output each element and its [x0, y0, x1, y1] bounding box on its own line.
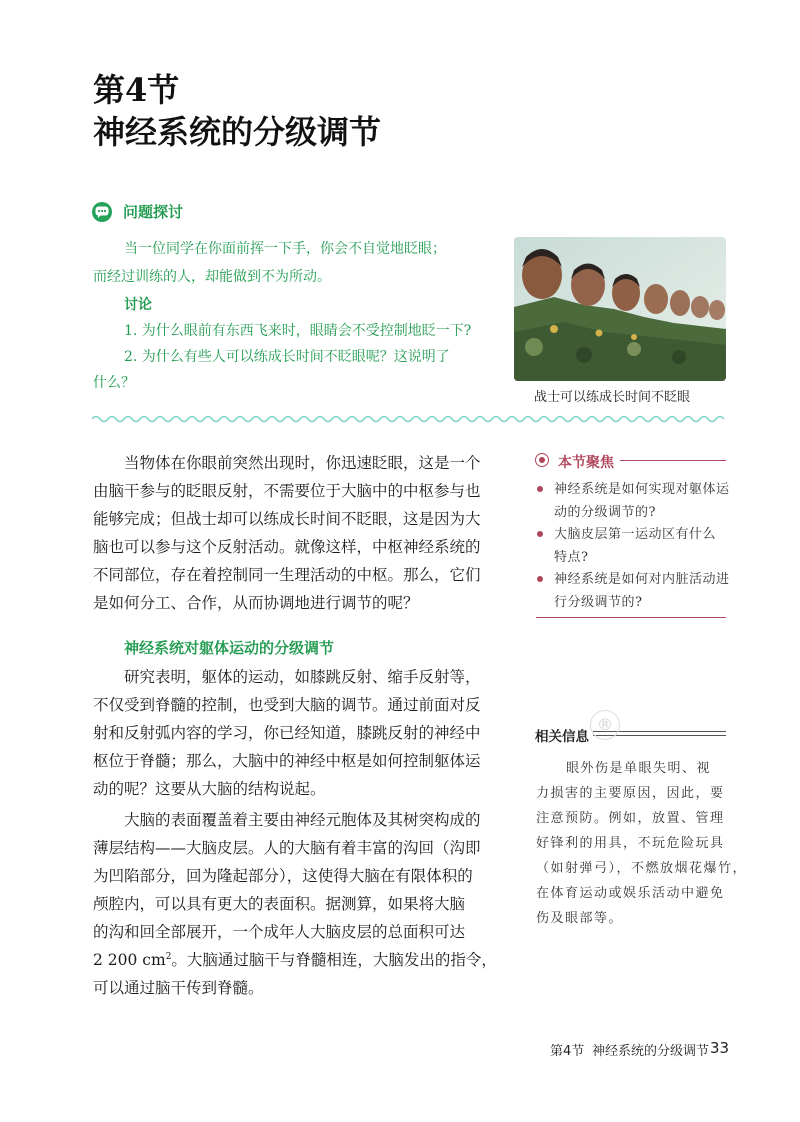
focus-bottom-rule	[536, 617, 726, 618]
info-line: 在体育运动或娱乐活动中避免	[536, 886, 725, 901]
paragraph-line: 可以通过脑干传到脊髓。	[93, 979, 264, 997]
discussion-label: 讨论	[124, 297, 152, 313]
paragraph-line: 当物体在你眼前突然出现时，你迅速眨眼，这是一个	[124, 454, 481, 472]
paragraph-line-area	[93, 948, 497, 970]
area-rest: 。大脑通过脑干与脊髓相连，大脑发出的指令，	[171, 951, 497, 969]
focus-item: 神经系统是如何对内脏活动进	[554, 572, 730, 587]
paragraph-line: 大脑的表面覆盖着主要由神经元胞体及其树突构成的	[124, 811, 481, 829]
paragraph-line: 动的呢？这要从大脑的结构说起。	[93, 780, 326, 798]
paragraph-line: 为凹陷部分，回为隆起部分），这使得大脑在有限体积的	[93, 867, 473, 885]
focus-item-cont: 特点?	[554, 550, 589, 565]
discussion-question-2: 2. 为什么有些人可以练成长时间不眨眼呢？这说明了	[124, 349, 450, 365]
paragraph-line: 由脑干参与的眨眼反射，不需要位于大脑中的中枢参与也	[93, 482, 481, 500]
paragraph-line: 枢位于脊髓；那么，大脑中的神经中枢是如何控制躯体运	[93, 752, 481, 770]
target-icon	[535, 453, 549, 467]
page-number: 33	[710, 1039, 730, 1057]
focus-item-cont: 行分级调节的?	[554, 595, 643, 610]
area-exponent: 2	[165, 951, 172, 962]
paragraph-line: 颅腔内，可以具有更大的表面积。据测算，如果将大脑	[93, 895, 466, 913]
section-heading: 神经系统对躯体运动的分级调节	[124, 639, 335, 657]
photo-caption: 战士可以练成长时间不眨眼	[534, 390, 691, 405]
wavy-divider	[92, 414, 726, 424]
discussion-intro-line: 当一位同学在你面前挥一下手，你会不自觉地眨眼；	[124, 241, 446, 257]
footer-title: 神经系统的分级调节	[592, 1044, 710, 1059]
paragraph-line: 脑也可以参与这个反射活动。就像这样，中枢神经系统的	[93, 538, 481, 556]
info-line: 眼外伤是单眼失明、视	[566, 761, 712, 776]
info-line: 伤及眼部等。	[536, 911, 624, 926]
focus-item: 大脑皮层第一运动区有什么	[554, 527, 717, 542]
paragraph-line: 不同部位，存在着控制同一生理活动的中枢。那么，它们	[93, 566, 481, 584]
page-title: 神经系统的分级调节	[93, 113, 382, 151]
bullet-icon	[537, 576, 543, 582]
info-line: （如射弹弓），不燃放烟花爆竹，	[536, 861, 748, 876]
area-value: 2 200 cm	[93, 951, 166, 969]
info-line: 好锋利的用具，不玩危险玩具	[536, 836, 725, 851]
paragraph-line: 射和反射弧内容的学习，你已经知道，膝跳反射的神经中	[93, 724, 481, 742]
paragraph-line: 能够完成；但战士却可以练成长时间不眨眼，这是因为大	[93, 510, 481, 528]
registered-watermark-icon: ®	[590, 710, 620, 740]
focus-item: 神经系统是如何实现对躯体运	[554, 482, 730, 497]
paragraph-line: 不仅受到脊髓的控制，也受到大脑的调节。通过前面对反	[93, 696, 481, 714]
discussion-header: 问题探讨	[123, 203, 184, 221]
bullet-icon	[537, 486, 543, 492]
discussion-question-1: 1. 为什么眼前有东西飞来时，眼睛会不受控制地眨一下?	[124, 323, 472, 339]
paragraph-line: 研究表明，躯体的运动，如膝跳反射、缩手反射等，	[124, 668, 481, 686]
discussion-intro-line: 而经过训练的人，却能做到不为所动。	[93, 269, 331, 285]
focus-title: 本节聚焦	[558, 455, 614, 471]
paragraph-line: 薄层结构——大脑皮层。人的大脑有着丰富的沟回（沟即	[93, 839, 481, 857]
chat-bubble-icon	[92, 202, 112, 222]
paragraph-line: 是如何分工、合作，从而协调地进行调节的呢？	[93, 594, 419, 612]
focus-item-cont: 动的分级调节的?	[554, 505, 656, 520]
focus-title-rule	[620, 460, 726, 461]
soldiers-photo	[514, 237, 726, 381]
info-line: 力损害的主要原因，因此，要	[536, 786, 725, 801]
section-number: 第4节	[93, 71, 180, 109]
info-line: 注意预防。例如，放置、管理	[536, 811, 725, 826]
related-info-title: 相关信息	[535, 729, 589, 745]
paragraph-line: 的沟和回全部展开，一个成年人大脑皮层的总面积可达	[93, 923, 466, 941]
footer-section: 第4节	[550, 1044, 585, 1059]
discussion-question-2-cont: 什么？	[93, 375, 135, 391]
bullet-icon	[537, 531, 543, 537]
